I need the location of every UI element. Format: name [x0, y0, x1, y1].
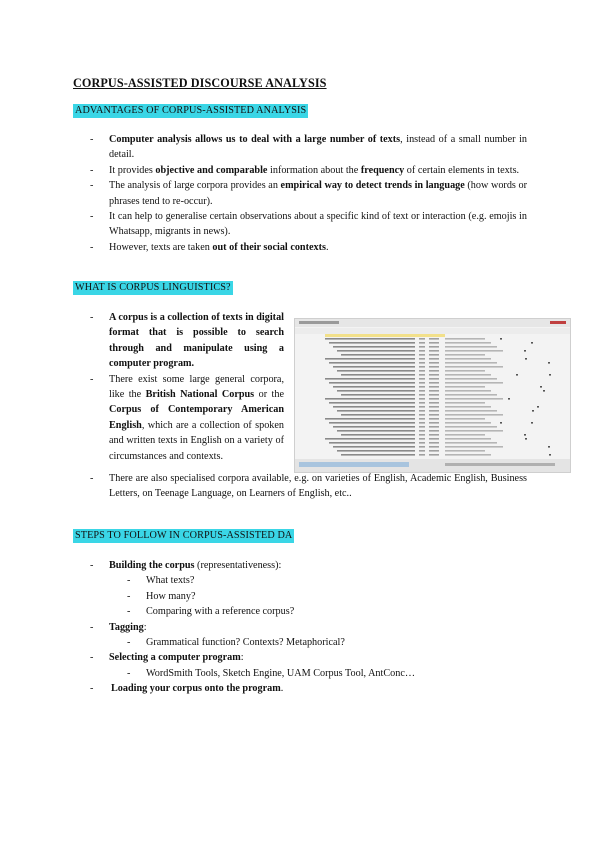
step-item: - Building the corpus (representativeness): - What texts? - How many? - Comparing with a reference corpus? — [90, 558, 527, 620]
list-item: - There exist some large general corpora, like the British National Corpus or the Corpus of Contemporary American English, which are a collection of spoken and written texts in English on a variety of circumstances and contexts. — [90, 372, 284, 464]
advantages-list — [90, 132, 527, 255]
list-item: - Computer analysis allows us to deal with a large number of texts, instead of a small number in detail. — [90, 132, 527, 163]
corpus-list-narrow — [90, 310, 284, 464]
list-item: - It can help to generalise certain observations about a specific kind of text or interaction (e.g. emojis in Whatsapp, migrants in news). — [90, 209, 527, 240]
sub-item: - WordSmith Tools, Sketch Engine, UAM Corpus Tool, AntConc… — [127, 666, 527, 681]
section-heading-advantages: ADVANTAGES OF CORPUS-ASSISTED ANALYSIS — [75, 105, 307, 116]
section-heading-steps: STEPS TO FOLLOW IN CORPUS-ASSISTED DA — [75, 530, 293, 541]
list-item: - It provides objective and comparable information about the frequency of certain elements in texts. — [90, 163, 527, 178]
page-title: CORPUS-ASSISTED DISCOURSE ANALYSIS — [73, 76, 327, 90]
sub-item: - Comparing with a reference corpus? — [127, 604, 527, 619]
sub-item: - How many? — [127, 589, 527, 604]
list-item: - The analysis of large corpora provides an empirical way to detect trends in language (how words or phrases tend to re-occur). — [90, 178, 527, 209]
sub-item: - What texts? — [127, 573, 527, 588]
step-item: - Selecting a computer program: - WordSmith Tools, Sketch Engine, UAM Corpus Tool, AntConc… — [90, 650, 527, 681]
list-item: - There are also specialised corpora available, e.g. on varieties of English, Academic English, Business Letters, on Teenage Language, on Learners of English, etc.. — [90, 471, 527, 502]
section-heading-corpus-linguistics: WHAT IS CORPUS LINGUISTICS? — [75, 282, 231, 293]
list-item: - However, texts are taken out of their social contexts. — [90, 240, 527, 255]
concordance-table-image — [295, 319, 570, 472]
steps-list — [90, 558, 527, 697]
list-item: - A corpus is a collection of texts in digital format that is possible to search through and manipulate using a computer program. — [90, 310, 284, 372]
corpus-list-wide — [90, 471, 527, 502]
sub-item: - Grammatical function? Contexts? Metaphorical? — [127, 635, 527, 650]
concordance-screenshot — [294, 318, 571, 473]
step-item: - Loading your corpus onto the program. — [90, 681, 527, 696]
step-item: - Tagging: - Grammatical function? Contexts? Metaphorical? — [90, 620, 527, 651]
